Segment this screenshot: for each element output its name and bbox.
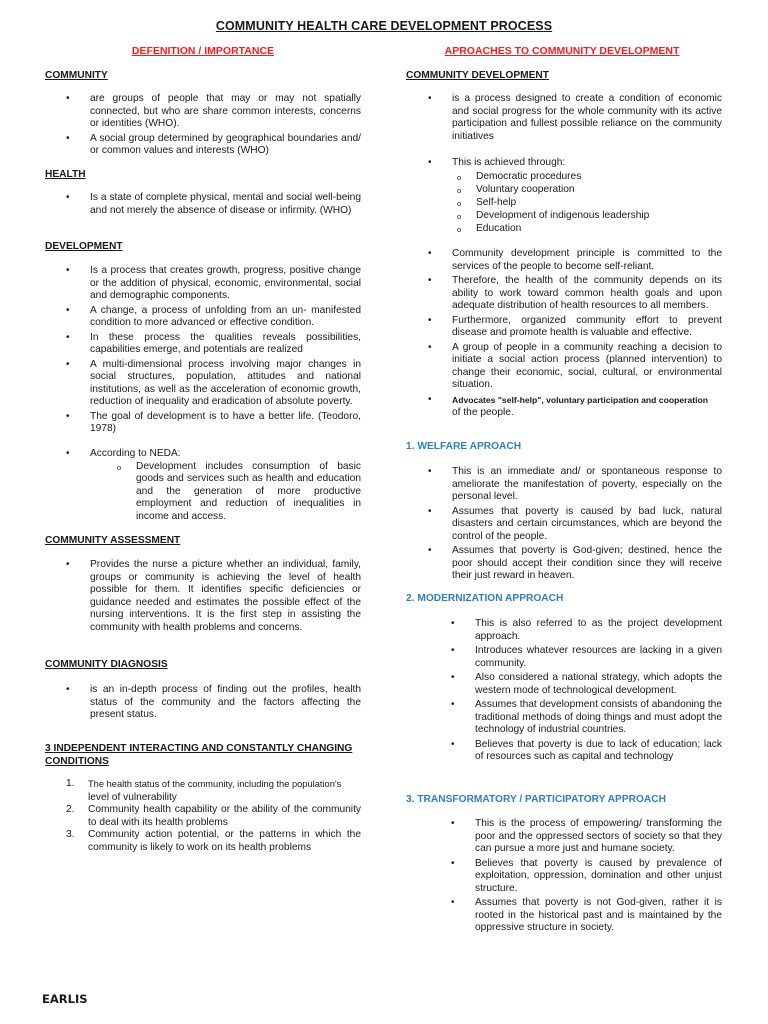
- community-title: COMMUNITY: [45, 70, 108, 81]
- list-item: • Assumes that poverty is God-given; destined, hence the poor should accept their condition since they will receive their just reward in heaven.: [428, 545, 722, 583]
- list-item: • Community development principle is committed to the services of the people to become self-reliant.: [428, 248, 722, 273]
- community-development-intro: [428, 93, 722, 145]
- list-item: [428, 157, 722, 235]
- item-number: 2.: [66, 804, 75, 815]
- achieved-list: [428, 157, 722, 237]
- list-item: • Introduces whatever resources are lacking in a given community.: [451, 645, 722, 670]
- list-item: • A multi-dimensional process involving major changes in social structures, population, attitudes and national institutions, as well as the acceleration of economic growth, reduction of inequality and eradication of absolute poverty.: [66, 359, 361, 409]
- welfare-list: [428, 466, 722, 585]
- list-item: [428, 394, 722, 420]
- neda-sublist: [112, 461, 361, 524]
- conditions-list: [66, 778, 361, 854]
- advocates-text: Advocates "self-help", voluntary participation and cooperation: [452, 394, 708, 405]
- assessment-list: [66, 559, 361, 636]
- list-item: • is a process designed to create a condition of economic and social progress for the whole community with its active participation and fullest possible reliance on the community initiatives: [428, 93, 722, 143]
- numbered-item: [66, 829, 361, 854]
- neda-label: According to NEDA:: [90, 448, 181, 459]
- list-item: • Furthermore, organized community effort to prevent disease and promote health is valuable and effective.: [428, 315, 722, 340]
- sublist-item: o Education: [452, 222, 722, 235]
- sublist-item: o Development includes consumption of basic goods and services such as health and education and the generation of more productive employment and reduction of inequalities in income and access.: [112, 461, 361, 524]
- health-title: HEALTH: [45, 169, 86, 180]
- item-text: Community action potential, or the patterns in which the community is likely to work on its health problems: [88, 829, 361, 853]
- page-title: COMMUNITY HEALTH CARE DEVELOPMENT PROCESS: [215, 19, 553, 33]
- numbered-item: [66, 778, 361, 804]
- development-list: [66, 265, 361, 438]
- numbered-item: [66, 804, 361, 829]
- conditions-title: 3 INDEPENDENT INTERACTING AND CONSTANTLY CHANGING CONDITIONS: [45, 743, 353, 767]
- list-item: • Assumes that poverty is not God-given, rather it is rooted in the historical past and is maintained by the oppressive structure in society.: [451, 897, 722, 935]
- diagnosis-title: COMMUNITY DIAGNOSIS: [45, 659, 168, 670]
- modernization-list: [451, 618, 722, 766]
- welfare-approach-title: 1. WELFARE APROACH: [406, 441, 522, 452]
- list-item: • Assumes that development consists of abandoning the traditional methods of doing things and must adopt the technology of industrial countries.: [451, 699, 722, 737]
- development-title: DEVELOPMENT: [45, 241, 123, 252]
- list-item: • Believes that poverty is caused by prevalence of exploitation, oppression, domination and other unjust structure.: [451, 858, 722, 896]
- transformatory-list: [451, 818, 722, 937]
- health-list: [66, 192, 361, 219]
- neda-list: [66, 448, 361, 525]
- modernization-approach-title: 2. MODERNIZATION APPROACH: [406, 593, 564, 604]
- sublist-item: o Development of indigenous leadership: [452, 209, 722, 222]
- sublist-item: o Democratic procedures: [452, 170, 722, 183]
- list-item: • Is a state of complete physical, mental and social well-being and not merely the absence of disease or infirmity. (WHO): [66, 192, 361, 217]
- assessment-title: COMMUNITY ASSESSMENT: [45, 535, 181, 546]
- left-column-heading: DEFENITION / IMPORTANCE: [131, 45, 275, 57]
- achieved-sublist: [452, 170, 722, 235]
- list-item: • This is also referred to as the project development approach.: [451, 618, 722, 643]
- list-item: • Also considered a national strategy, which adopts the western mode of technological development.: [451, 672, 722, 697]
- footer-author: EARLIS: [42, 992, 88, 1006]
- list-item: • are groups of people that may or may not spatially connected, but who are share common interests, concerns or identities (WHO).: [66, 93, 361, 131]
- item-text: Community health capability or the ability of the community to deal with its health problems: [88, 804, 361, 828]
- right-column-heading: APROACHES TO COMMUNITY DEVELOPMENT: [444, 45, 680, 57]
- community-list: [66, 93, 361, 160]
- item-text: level of vulnerability: [88, 791, 177, 803]
- list-item: • The goal of development is to have a better life. (Teodoro, 1978): [66, 411, 361, 436]
- item-number: 1.: [66, 778, 75, 789]
- achieved-label: This is achieved through:: [452, 157, 566, 168]
- item-number: 3.: [66, 829, 75, 840]
- list-item: • Therefore, the health of the community depends on its ability to work toward common health goals and upon adequate distribution of health resources to all members.: [428, 275, 722, 313]
- list-item: • Assumes that poverty is caused by bad luck, natural disasters and certain circumstances, which are beyond the control of the people.: [428, 506, 722, 544]
- diagnosis-list: [66, 684, 361, 724]
- list-item: • A social group determined by geographical boundaries and/ or common values and interests (WHO): [66, 133, 361, 158]
- list-item: • This is an immediate and/ or spontaneous response to ameliorate the manifestation of poverty, especially on the personal level.: [428, 466, 722, 504]
- community-development-list: [428, 248, 722, 422]
- list-item: • Provides the nurse a picture whether an individual, family, groups or community is achieving the level of health possible for them. It identifies specific deficiencies or guidance needed and estimates the possible effect of the nursing interventions. It is the first step in assisting the community with health problems and concerns.: [66, 559, 361, 634]
- list-item: • A change, a process of unfolding from an un- manifested condition to more advanced or effective condition.: [66, 305, 361, 330]
- list-item: • This is the process of empowering/ transforming the poor and the oppressed sectors of society so that they can pursue a more just and humane society.: [451, 818, 722, 856]
- transformatory-approach-title: 3. TRANSFORMATORY / PARTICIPATORY APPROACH: [406, 794, 666, 805]
- sublist-item: o Voluntary cooperation: [452, 183, 722, 196]
- item-text: The health status of the community, including the population's: [88, 779, 342, 789]
- list-item: [66, 448, 361, 523]
- community-development-title: COMMUNITY DEVELOPMENT: [406, 70, 550, 81]
- list-item: • In these process the qualities reveals possibilities, capabilities emerge, and potentials are realized: [66, 332, 361, 357]
- list-item: • A group of people in a community reaching a decision to initiate a social action process (planned intervention) to change their economic, social, cultural, or environmental situation.: [428, 342, 722, 392]
- list-item: • Is a process that creates growth, progress, positive change or the addition of physical, economic, environmental, social and demographic components.: [66, 265, 361, 303]
- list-item: • Believes that poverty is due to lack of education; lack of resources such as capital and technology: [451, 739, 722, 764]
- advocates-text-end: of the people.: [452, 407, 514, 418]
- list-item: • is an in-depth process of finding out the profiles, health status of the community and the factors affecting the present status.: [66, 684, 361, 722]
- sublist-item: o Self-help: [452, 196, 722, 209]
